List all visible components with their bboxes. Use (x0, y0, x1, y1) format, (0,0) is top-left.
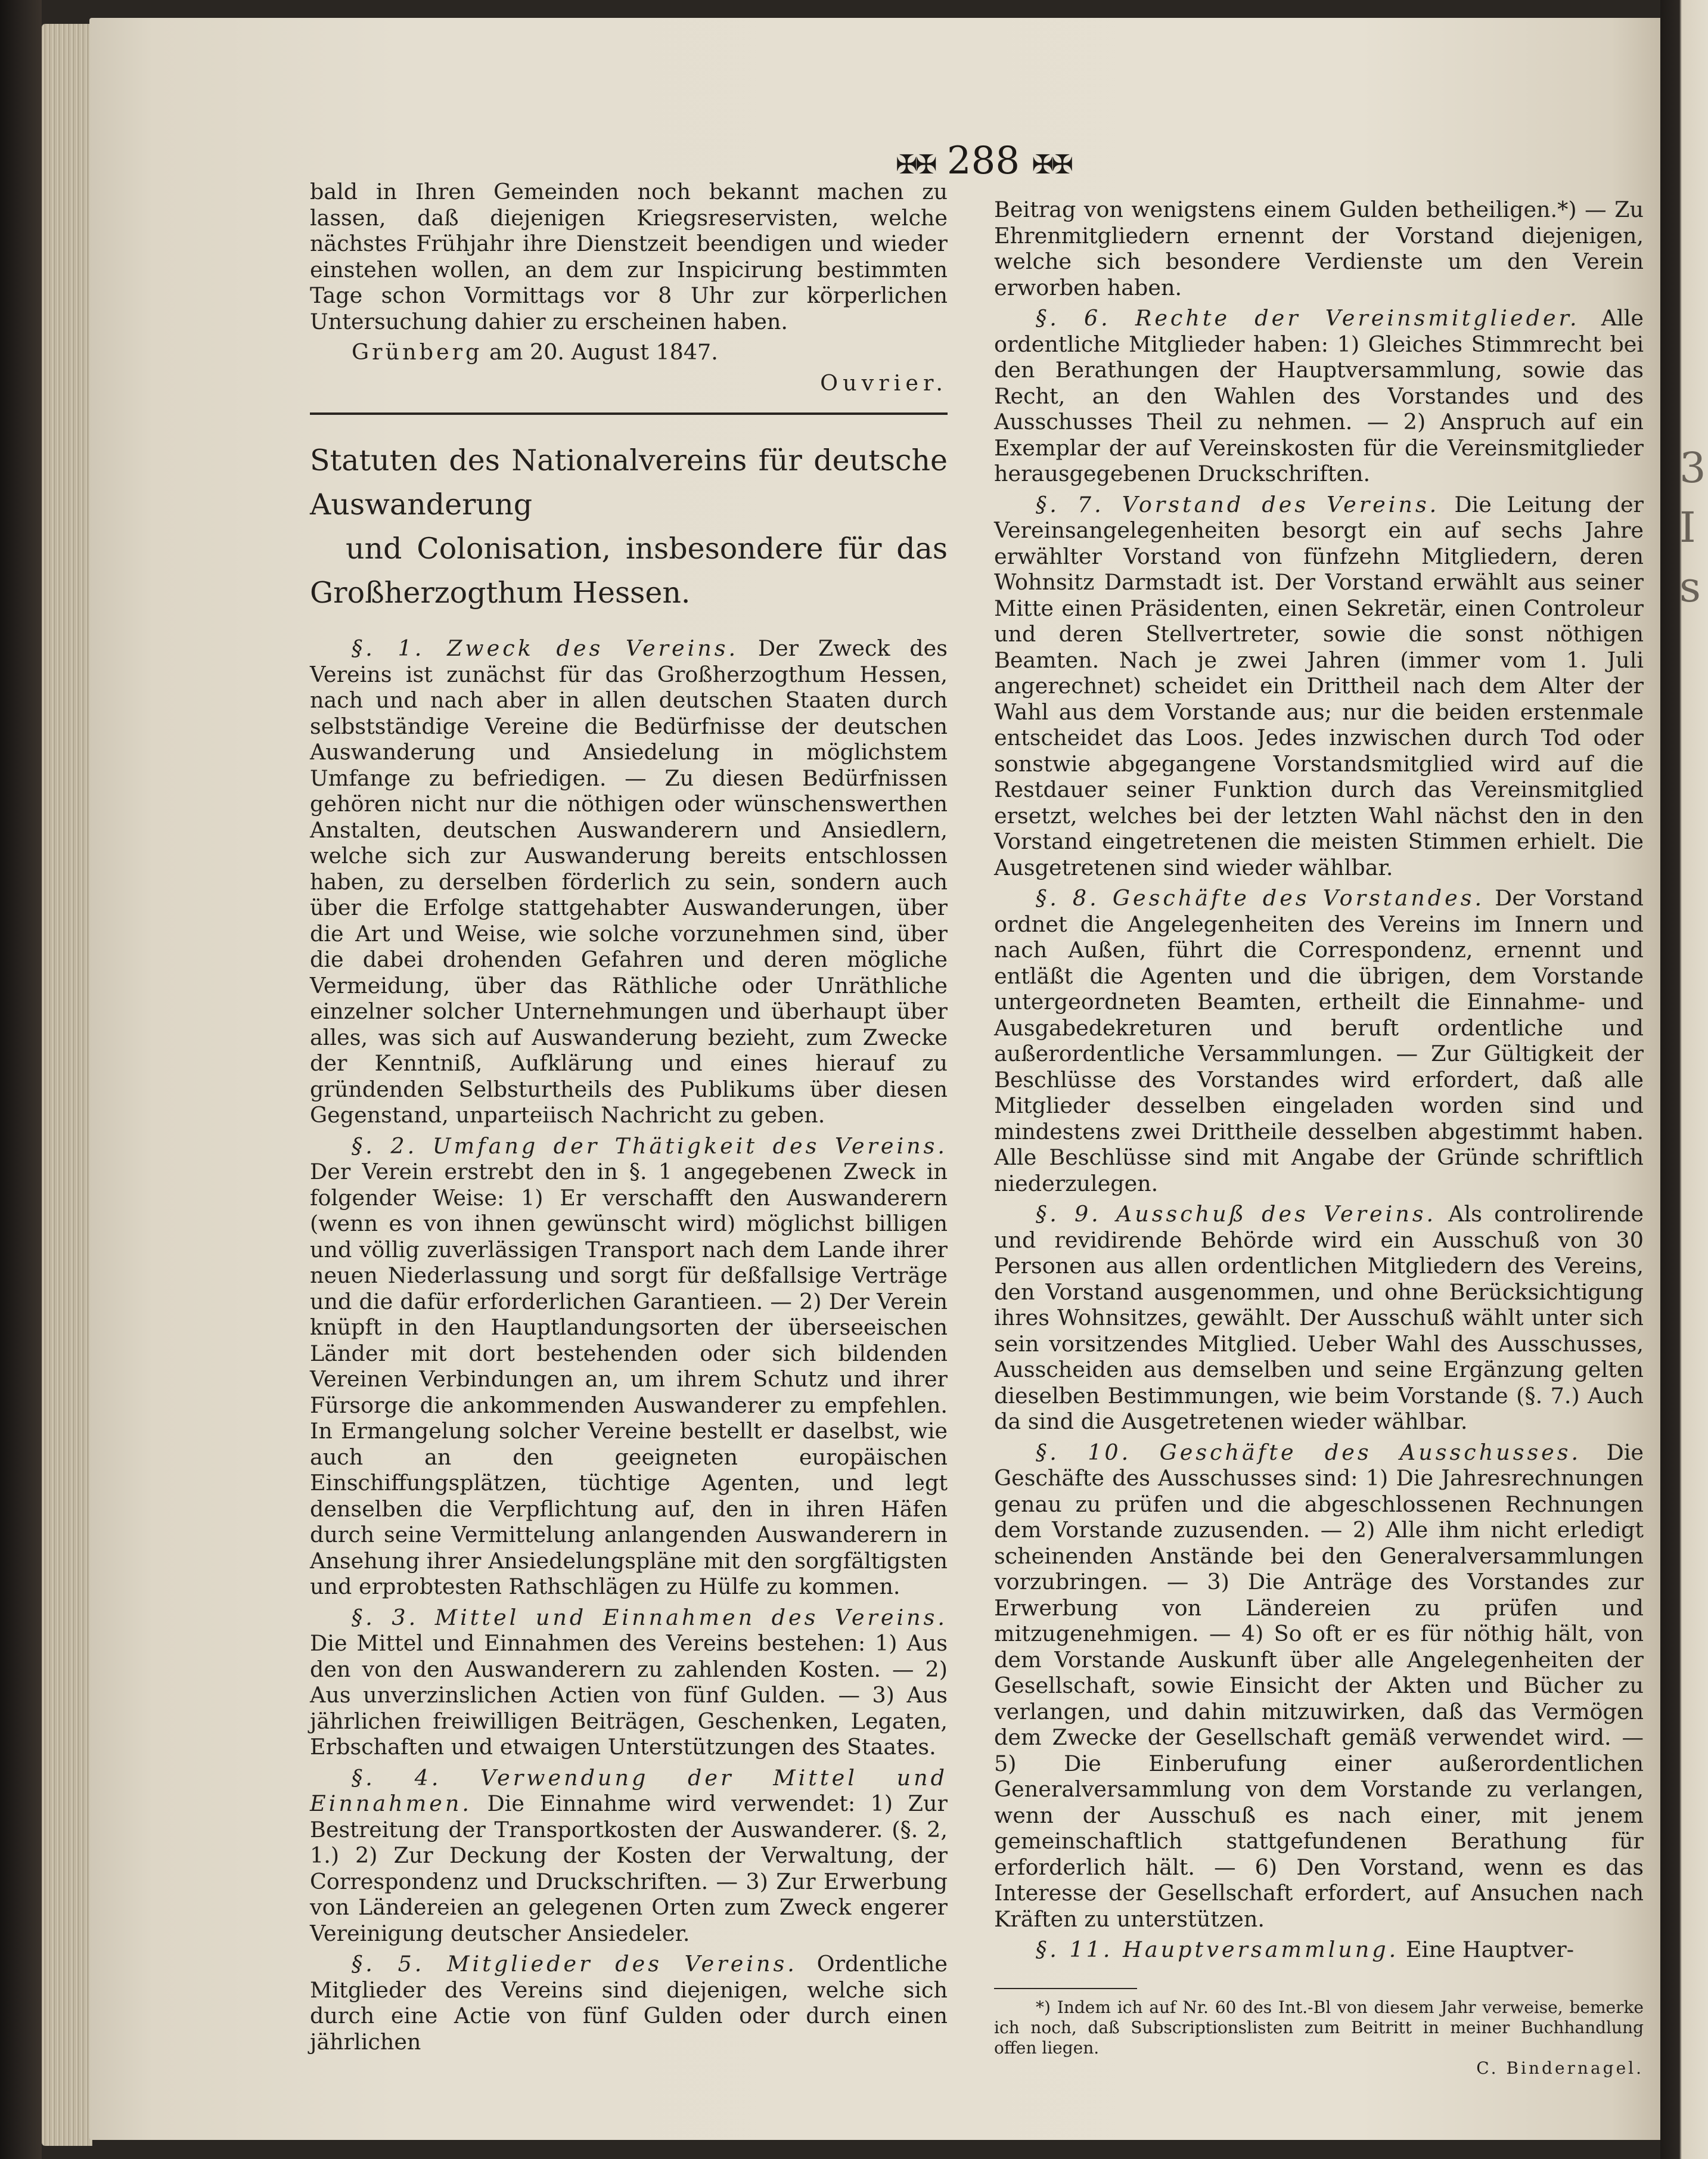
ornament-right-icon: ✠✠ (1032, 150, 1072, 180)
dateline (310, 339, 948, 365)
section-6 (994, 305, 1644, 487)
bleed-through-glyph: I (1679, 503, 1696, 552)
section-11-heading: §. 11. Hauptversammlung. (1036, 1937, 1399, 1962)
section-10-text: Die Geschäfte des Ausschusses sind: 1) Die Jahresrechnungen genau zu prüfen und die abgeschlossenen Rechnungen dem Vorstande zuzusenden. — 2) Alle ihm nicht erledigt scheinenden Anstände bei den Generalversammlungen vorzubringen. — 3) Die Anträge des Vorstandes zur Erwerbung von Ländereien zu prüfen und mitzugenehmigen. — 4) So oft er es für nöthig hält, von dem Vorstande Auskunft über alle Angelegenheiten der Gesellschaft, sowie Einsicht der Akten und Bücher zu verlangen, und dahin mitzuwirken, daß das Vermögen dem Zwecke der Gesellschaft gemäß verwendet wird. — 5) Die Einberufung einer außerordentlichen Generalversammlung von dem Vorstande zu verlangen, wenn der Ausschuß es nach einer, mit jenem gemeinschaftlich stattgefundenen Berathung für erforderlich hält. — 6) Den Vorstand, wenn es das Interesse der Gesellschaft erfordert, auf Ansuchen nach Kräften zu unterstützen. (994, 1439, 1644, 1932)
section-10 (994, 1440, 1644, 1932)
section-10-heading: §. 10. Geschäfte des Ausschusses. (1036, 1439, 1582, 1465)
page-header (846, 137, 1120, 185)
section-5-heading: §. 5. Mitglieder des Vereins. (352, 1951, 797, 1977)
section-7-heading: §. 7. Vorstand des Vereins. (1036, 491, 1440, 517)
section-8 (994, 885, 1644, 1196)
section-7-text: Die Leitung der Vereinsangelegenheiten besorgt ein auf sechs Jahre erwählter Vorstand von fünfzehn Mitgliedern, deren Wohnsitz Darmstadt ist. Der Vorstand erwählt aus seiner Mitte einen Präsidenten, einen Sekretär, einen Controleur und deren Stellvertreter, sowie die sonst nöthigen Beamten. Nach je zwei Jahren (immer vom 1. Juli angerechnet) scheidet ein Drittheil nach dem Alter der Wahl aus dem Vorstande aus; nur die beiden erstenmale entscheidet das Loos. Jedes inzwischen durch Tod oder sonstwie abgegangene Vorstandsmitglied wird auf die Restdauer seiner Funktion durch das Vereinsmitglied ersetzt, welches bei der letzten Wahl nächst den in den Vorstand eingetretenen die meisten Stimmen erhielt. Die Ausgetretenen sind wieder wählbar. (994, 491, 1644, 880)
title-line-2: und Colonisation, insbesondere für das Großherzogthum Hessen. (310, 532, 948, 610)
page-number: 288 (946, 139, 1020, 183)
section-4-text: Die Einnahme wird verwendet: 1) Zur Bestreitung der Transportkosten der Auswanderer. (§. 2, 1.) 2) Zur Deckung der Kosten der Verwaltung, der Correspondenz und Druckschriften. — 3) Zur Erwerbung von Ländereien an gelegenen Orten zum Zweck engerer Vereinigung deutscher Ansiedeler. (310, 1791, 948, 1946)
page-edges (42, 24, 92, 2146)
section-9-text: Als controlirende und revidirende Behörde wird ein Ausschuß von 30 Personen aus allen ordentlichen Mitgliedern des Vereins, den Vorstand ausgenommen, und ohne Berücksichtigung ihres Wohnsitzes, gewählt. Der Ausschuß wählt unter sich sein vorsitzendes Mitglied. Ueber Wahl des Ausschusses, Ausscheiden aus demselben und seine Ergänzung gelten dieselben Bestimmungen, wie beim Vorstande (§. 7.) Auch da sind die Ausgetretenen wieder wählbar. (994, 1201, 1644, 1434)
ornament-left-icon: ✠✠ (895, 150, 935, 180)
section-4-heading: §. 4. Verwendung der Mittel und Einnahmen. (310, 1764, 948, 1816)
section-9 (994, 1201, 1644, 1435)
section-11-text: Eine Hauptver- (1405, 1937, 1575, 1962)
footnote (994, 1997, 1644, 2079)
section-3-text: Die Mittel und Einnahmen des Vereins bestehen: 1) Aus den von den Auswanderern zu zahlenden Kosten. — 2) Aus unverzinslichen Actien von fünf Gulden. — 3) Aus jährlichen freiwilligen Beiträgen, Geschenken, Legaten, Erbschaften und etwaigen Unterstützungen des Staates. (310, 1630, 948, 1760)
footnote-rule (994, 1988, 1137, 1989)
section-5 (310, 1951, 948, 2055)
section-6-text: Alle ordentliche Mitglieder haben: 1) Gleiches Stimmrecht bei den Berathungen der Hauptversammlung, sowie das Recht, an den Wahlen des Vorstandes und des Ausschusses Theil zu nehmen. — 2) Anspruch auf ein Exemplar der auf Vereinskosten für die Vereinsmitglieder herausgegebenen Druckschriften. (994, 305, 1644, 486)
signature: Ouvrier. (820, 370, 948, 396)
footnote-signer: C. Bindernagel. (1476, 2058, 1644, 2078)
section-5-continued: Beitrag von wenigstens einem Gulden betheiligen.*) — Zu Ehrenmitgliedern ernennt der Vorstand diejenigen, welche sich besondere Verdienste um den Verein erworben haben. (994, 197, 1644, 300)
book-cover-left (0, 0, 42, 2159)
section-4 (310, 1765, 948, 1947)
left-column (310, 179, 948, 2059)
section-8-text: Der Vorstand ordnet die Angelegenheiten des Vereins im Innern und nach Außen, führt die Correspondenz, ernennt und entläßt die Agenten und die übrigen, dem Vorstande untergeordneten Beamten, ertheilt die Einnahme- und Ausgabedekreturen und beruft ordentliche und außerordentliche Versammlungen. — Zur Gültigkeit der Beschlüsse des Vorstandes wird erfordert, daß alle Mitglieder desselben eingeladen worden sind und mindestens zwei Drittheile desselben abgestimmt haben. Alle Beschlüsse sind mit Angabe der Gründe schriftlich niederzulegen. (994, 885, 1644, 1196)
right-gutter (1660, 0, 1708, 2159)
intro-paragraph: bald in Ihren Gemeinden noch bekannt machen zu lassen, daß diejenigen Kriegsreservisten, welche nächstes Frühjahr ihre Dienstzeit beendigen und wieder einstehen wollen, an dem zur Inspicirung bestimmten Tage schon Vormittags vor 8 Uhr zur körperlichen Untersuchung dahier zu erscheinen haben. (310, 179, 948, 334)
section-9-heading: §. 9. Ausschuß des Vereins. (1036, 1201, 1437, 1227)
section-6-heading: §. 6. Rechte der Vereinsmitglieder. (1036, 305, 1580, 331)
section-3 (310, 1605, 948, 1760)
section-1 (310, 635, 948, 1128)
section-7 (994, 492, 1644, 881)
section-11 (994, 1937, 1644, 1963)
section-rule (310, 412, 948, 415)
section-1-text: Der Zweck des Vereins ist zunächst für das Großherzogthum Hessen, nach und nach aber in allen deutschen Staaten durch selbstständige Vereine die Bedürfnisse der deutschen Auswanderung und Ansiedelung in möglichstem Umfange zu befriedigen. — Zu diesen Bedürfnissen gehören nicht nur die nöthigen oder wünschenswerthen Anstalten, deutschen Auswanderern und Ansiedlern, welche sich zur Auswanderung bereits entschlossen haben, zu derselben förderlich zu sein, sondern auch über die Erfolge stattgehabter Auswanderungen, über die Art und Weise, wie solche vorzunehmen sind, über die dabei drohenden Gefahren und deren mögliche Vermeidung, über das Räthliche oder Unräthliche einzelner solcher Unternehmungen und überhaupt über alles, was sich auf Auswanderung bezieht, zum Zwecke der Kenntniß, Aufklärung und eines hierauf zu gründenden Selbsturtheils des Publikums über diesen Gegenstand, unparteiisch Nachricht zu geben. (310, 635, 948, 1128)
section-2-text: Der Verein erstrebt den in §. 1 angegebenen Zweck in folgender Weise: 1) Er verschafft den Auswanderern (wenn es von ihnen gewünscht wird) möglichst billigen und völlig zuverlässigen Transport nach dem Lande ihrer neuen Niederlassung und sorgt für deßfallsige Verträge und die dafür erforderlichen Garantieen. — 2) Der Verein knüpft in den Hauptlandungsorten der überseeischen Länder mit dort bestehenden oder sich bildenden Vereinen Verbindungen an, um ihrem Schutz und ihrer Fürsorge die ankommenden Auswanderer zu empfehlen. In Ermangelung solcher Vereine bestellt er daselbst, wie auch an den geeigneten europäischen Einschiffungsplätzen, tüchtige Agenten, und legt denselben die Verpflichtung auf, den in ihren Häfen durch seine Vermittelung anlangenden Auswanderern in Ansehung ihrer Ansiedelungspläne mit den sorgfältigsten und erprobtesten Rathschlägen zu Hülfe zu kommen. (310, 1159, 948, 1599)
bleed-through-glyph: s (1679, 563, 1701, 612)
bleed-through-glyph: 3 (1679, 443, 1706, 492)
section-2 (310, 1133, 948, 1600)
section-2-heading: §. 2. Umfang der Thätigkeit des Vereins. (352, 1133, 948, 1159)
section-1-heading: §. 1. Zweck des Vereins. (352, 635, 739, 661)
dateline-place: Grünberg (352, 339, 483, 365)
section-5-text: Ordentliche Mitglieder des Vereins sind diejenigen, welche sich durch eine Actie von fünf Gulden oder durch einen jährlichen (310, 1951, 948, 2055)
dateline-date: am 20. August 1847. (489, 339, 718, 365)
statutes-title (310, 439, 948, 615)
section-3-heading: §. 3. Mittel und Einnahmen des Vereins. (352, 1604, 948, 1630)
section-8-heading: §. 8. Geschäfte des Vorstandes. (1036, 885, 1485, 911)
right-column (994, 197, 1644, 2083)
footnote-text: *) Indem ich auf Nr. 60 des Int.-Bl von diesem Jahr verweise, bemerke ich noch, daß Subscriptionslisten zum Beitritt in meiner Buchhandlung offen liegen. (994, 1997, 1644, 2058)
title-line-1: Statuten des Nationalvereins für deutsche Auswanderung (310, 443, 948, 522)
